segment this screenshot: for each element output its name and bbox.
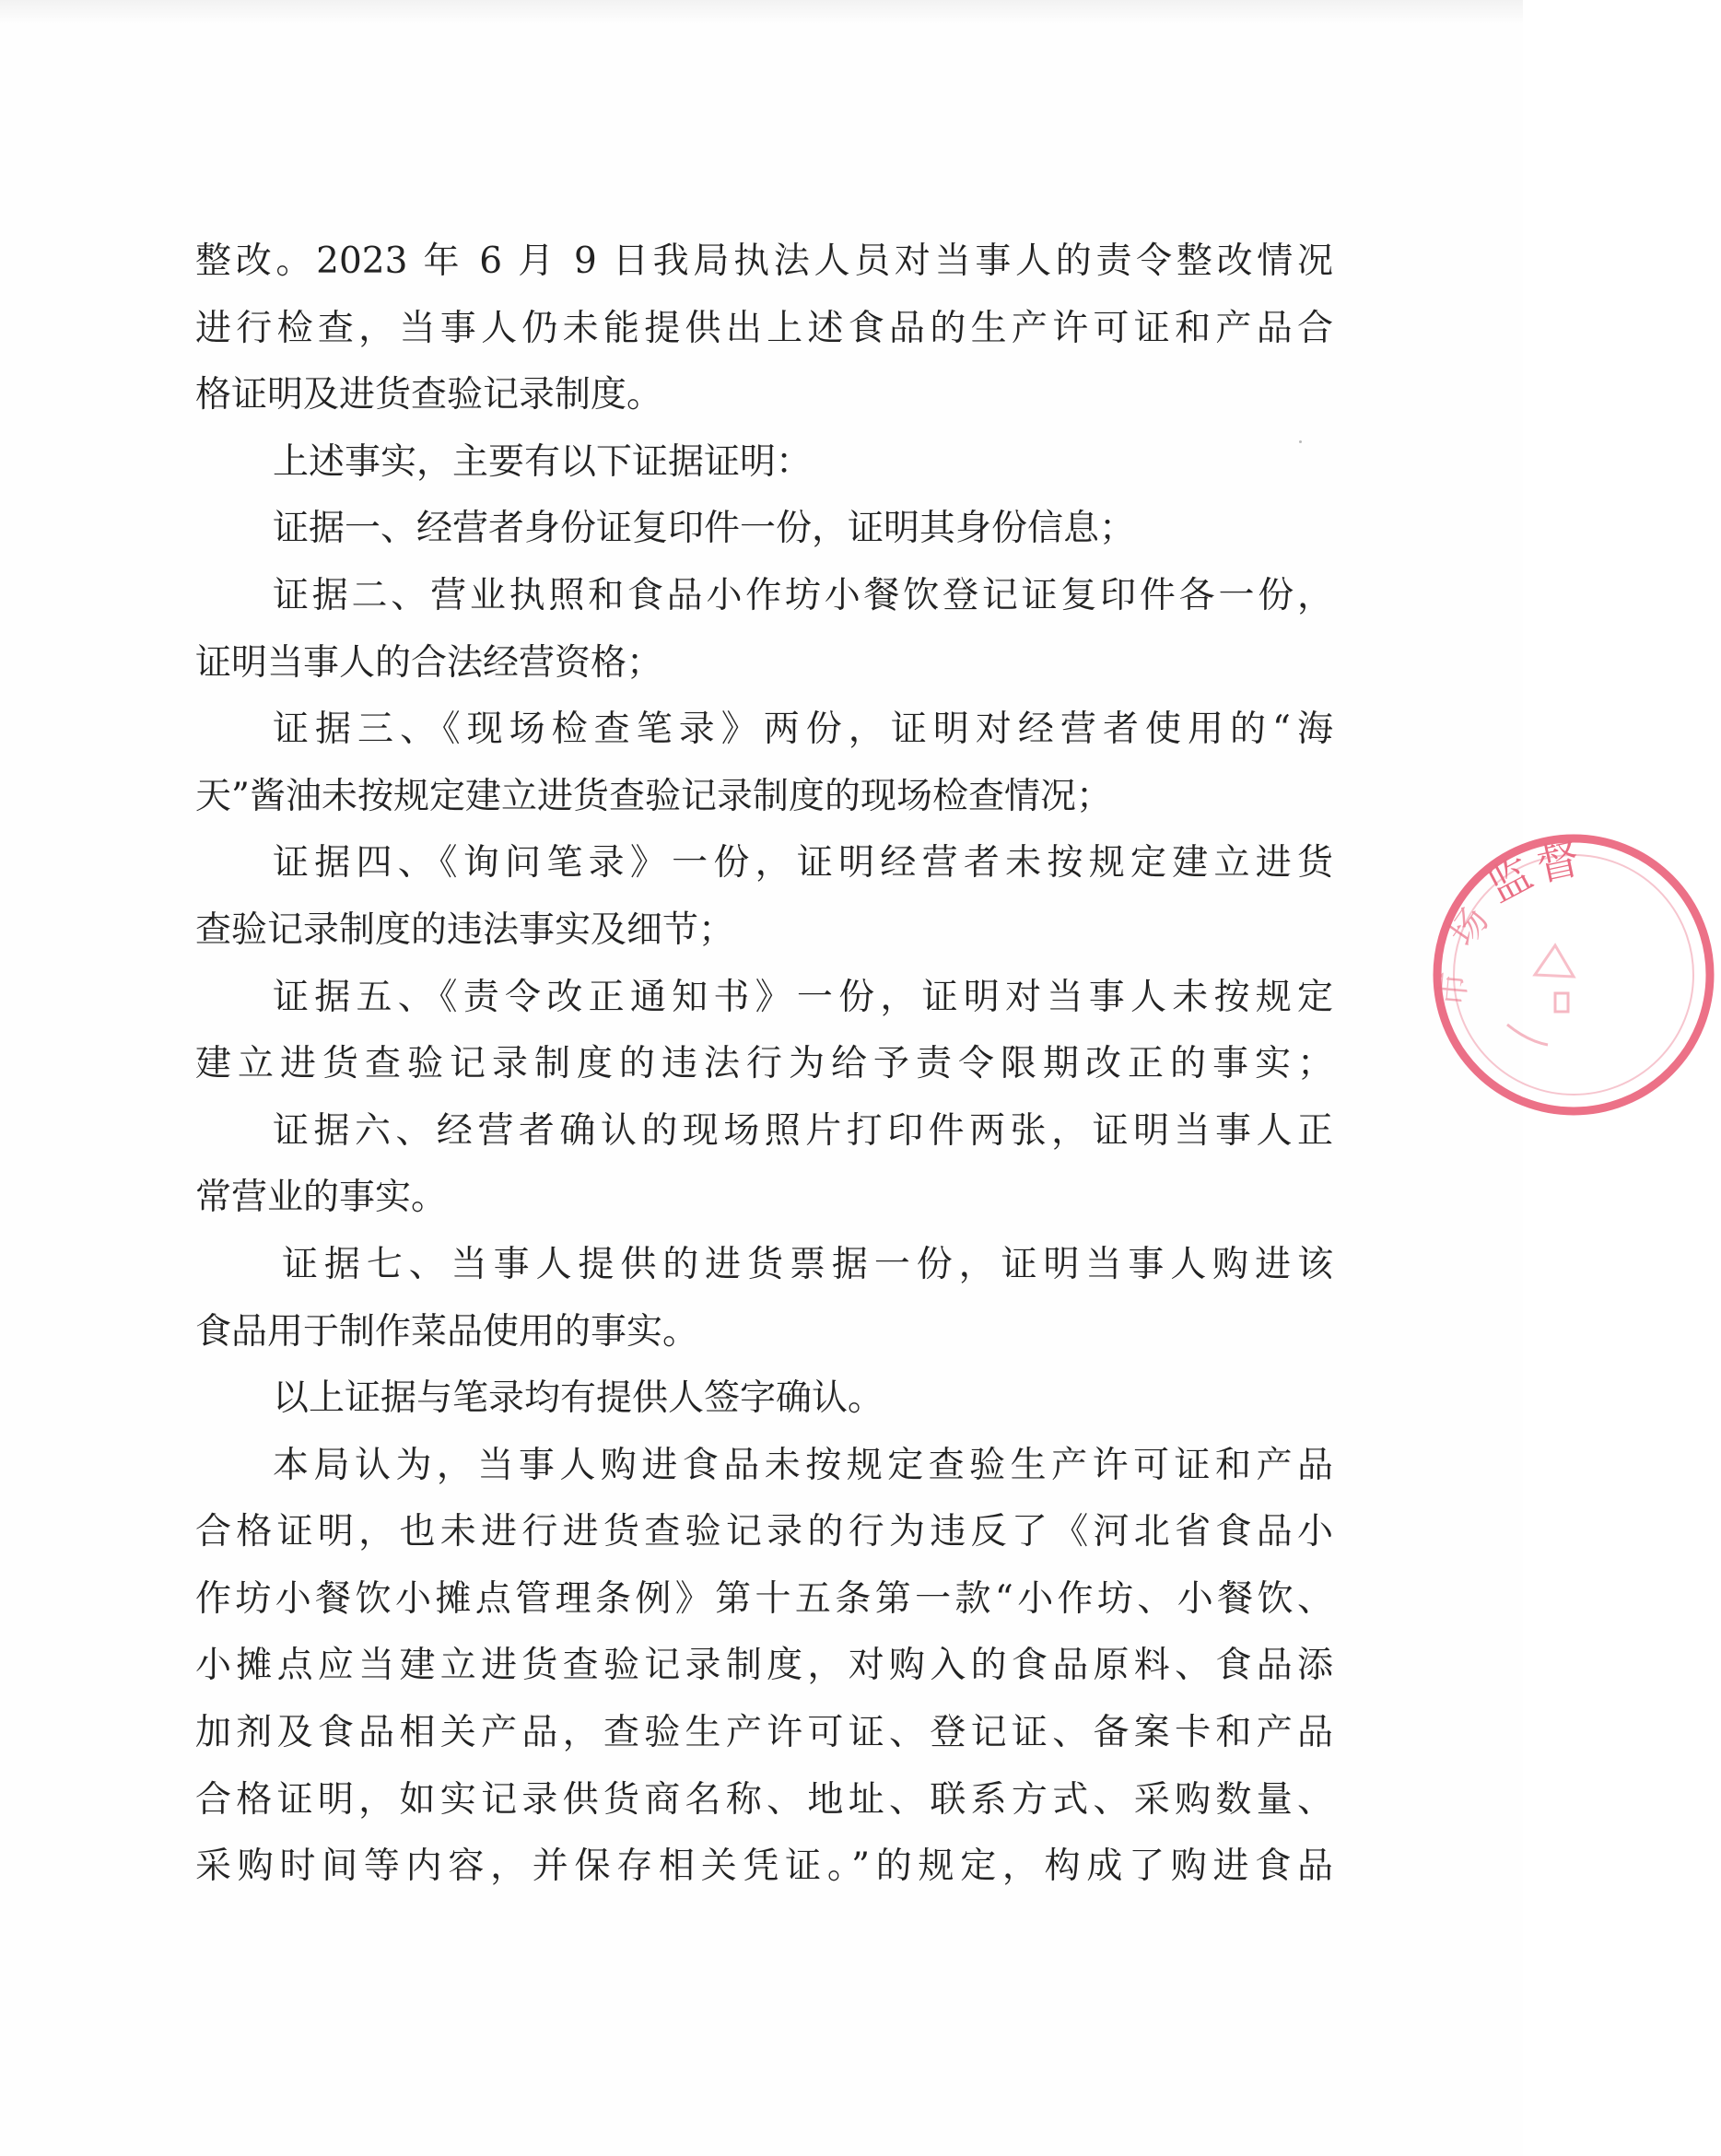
text-line: 证据一、经营者身份证复印件一份，证明其身份信息； xyxy=(273,508,1136,550)
text-line: 合格证明，也未进行进货查验记录的行为违反了《河北省食品小 xyxy=(195,1511,1333,1553)
text-line: 证据二、营业执照和食品小作坊小餐饮登记证复印件各一份， xyxy=(273,574,1333,616)
text-line: 证据七、当事人提供的进货票据一份，证明当事人购进该 xyxy=(282,1243,1333,1285)
text-line: 作坊小餐饮小摊点管理条例》第十五条第一款“小作坊、小餐饮、 xyxy=(195,1577,1333,1620)
text-line: 查验记录制度的违法事实及细节； xyxy=(195,908,735,951)
text-line: 上述事实，主要有以下证据证明： xyxy=(273,440,813,483)
svg-text:监: 监 xyxy=(1479,848,1540,912)
official-seal-stamp xyxy=(1426,827,1721,1122)
text-line: 证据三、《现场检查笔录》两份，证明对经营者使用的“海 xyxy=(273,709,1333,751)
scan-edge-shadow xyxy=(0,0,1523,24)
scan-speck xyxy=(1299,440,1302,443)
svg-text:场: 场 xyxy=(1441,899,1498,955)
text-line: 进行检查，当事人仍未能提供出上述食品的生产许可证和产品合 xyxy=(195,307,1333,349)
document-body xyxy=(195,228,1333,1901)
text-line: 天”酱油未按规定建立进货查验记录制度的现场检查情况； xyxy=(195,775,1112,817)
text-line: 以上证据与笔录均有提供人签字确认。 xyxy=(273,1377,884,1420)
text-line: 整改。2023 年 6 月 9 日我局执法人员对当事人的责令整改情况 xyxy=(195,240,1333,282)
text-line: 本局认为，当事人购进食品未按规定查验生产许可证和产品 xyxy=(273,1444,1333,1486)
text-line: 证据四、《询问笔录》一份，证明经营者未按规定建立进货 xyxy=(273,842,1333,885)
text-line: 证据五、《责令改正通知书》一份，证明对当事人未按规定 xyxy=(273,976,1333,1018)
svg-text:督: 督 xyxy=(1532,833,1585,891)
text-line: 小摊点应当建立进货查验记录制度，对购入的食品原料、食品添 xyxy=(195,1645,1333,1687)
text-line: 食品用于制作菜品使用的事实。 xyxy=(195,1310,699,1353)
svg-text:市: 市 xyxy=(1431,970,1475,1009)
text-line: 证据六、经营者确认的现场照片打印件两张，证明当事人正 xyxy=(273,1109,1333,1152)
text-line: 常营业的事实。 xyxy=(195,1177,448,1219)
text-line: 采购时间等内容，并保存相关凭证。”的规定，构成了购进食品 xyxy=(195,1845,1333,1888)
text-line: 格证明及进货查验记录制度。 xyxy=(195,374,663,416)
text-line: 证明当事人的合法经营资格； xyxy=(195,641,663,684)
text-line: 加剂及食品相关产品，查验生产许可证、登记证、备案卡和产品 xyxy=(195,1712,1333,1754)
text-line: 建立进货查验记录制度的违法行为给予责令限期改正的事实； xyxy=(195,1043,1333,1085)
text-line: 合格证明，如实记录供货商名称、地址、联系方式、采购数量、 xyxy=(195,1778,1333,1821)
